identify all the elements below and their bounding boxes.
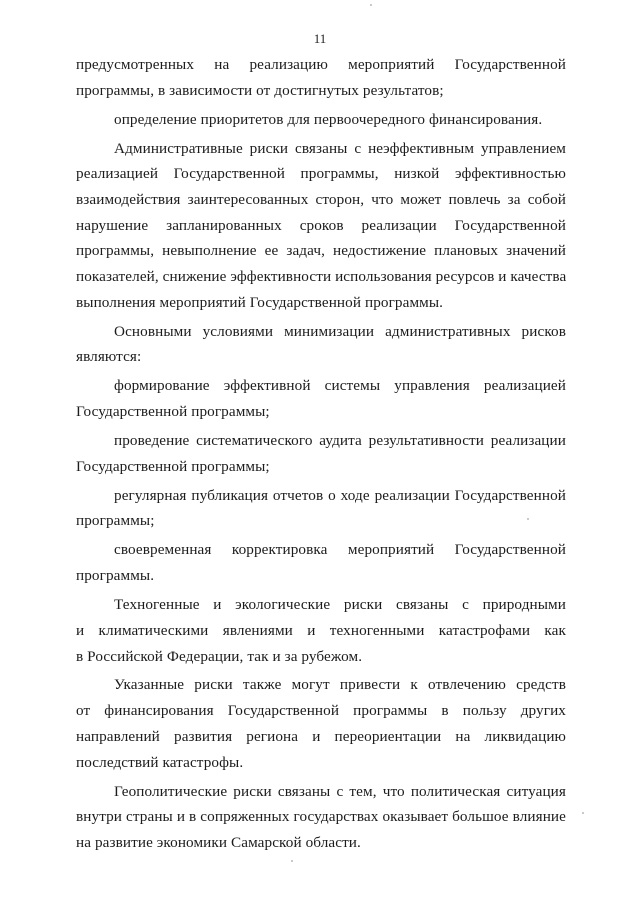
text-line: своевременная корректировка мероприятий Государственной — [114, 541, 566, 559]
text-line: внутри страны и в сопряженных государствах оказывает большое влияние — [76, 808, 566, 826]
text-line: программы; — [76, 512, 155, 530]
text-line: Геополитические риски связаны с тем, что политическая ситуация — [114, 782, 566, 800]
paragraph — [76, 428, 566, 479]
text-line: на развитие экономики Самарской области. — [76, 833, 361, 851]
scan-speck — [582, 812, 584, 814]
text-line: показателей, снижение эффективности использования ресурсов и качества — [76, 268, 567, 286]
paragraph — [76, 483, 566, 534]
text-line: последствий катастрофы. — [76, 753, 244, 771]
text-line: Указанные риски также могут привести к отвлечению средств — [114, 676, 566, 694]
text-line: выполнения мероприятий Государственной программы. — [76, 293, 444, 311]
paragraph — [76, 537, 566, 588]
paragraph — [76, 52, 566, 103]
text-line: предусмотренных на реализацию мероприятий Государственной — [76, 56, 566, 73]
text-line: и климатическими явлениями и техногенными катастрофами как — [76, 621, 566, 639]
paragraph — [76, 107, 566, 133]
text-line: проведение систематического аудита результативности реализации — [114, 432, 566, 450]
page-number: 11 — [313, 31, 327, 46]
text-line: в Российской Федерации, так и за рубежом. — [76, 647, 363, 665]
text-line: Административные риски связаны с неэффективным управлением — [114, 139, 566, 157]
text-line: Основными условиями минимизации административных рисков — [114, 322, 566, 340]
scan-speck — [527, 518, 529, 520]
text-line: программы, невыполнение ее задач, недостижение плановых значений — [76, 242, 566, 260]
text-line: определение приоритетов для первоочередного финансирования. — [114, 110, 543, 128]
text-line: от финансирования Государственной программы в пользу других — [76, 702, 566, 720]
text-line: реализацией Государственной программы, низкой эффективностью — [76, 165, 566, 183]
paragraph — [76, 319, 566, 370]
text-line: Государственной программы; — [76, 457, 270, 475]
paragraph — [76, 592, 566, 669]
scan-speck — [370, 4, 372, 6]
scan-speck — [291, 860, 293, 862]
document-body — [76, 52, 566, 856]
paragraph — [76, 672, 566, 775]
text-line: являются: — [76, 348, 142, 366]
text-line: нарушение запланированных сроков реализации Государственной — [76, 216, 566, 234]
text-line: направлений развития региона и переориентации на ликвидацию — [76, 727, 566, 745]
paragraph — [76, 373, 566, 424]
text-line: программы. — [76, 567, 155, 585]
text-line: регулярная публикация отчетов о ходе реализации Государственной — [114, 486, 566, 504]
text-line: формирование эффективной системы управления реализацией — [114, 377, 566, 395]
text-line: взаимодействия заинтересованных сторон, что может повлечь за собой — [76, 191, 566, 209]
text-line: программы, в зависимости от достигнутых результатов; — [76, 81, 444, 99]
paragraph — [76, 779, 566, 856]
text-line: Техногенные и экологические риски связаны с природными — [114, 596, 566, 614]
text-line: Государственной программы; — [76, 403, 270, 421]
paragraph — [76, 136, 566, 316]
